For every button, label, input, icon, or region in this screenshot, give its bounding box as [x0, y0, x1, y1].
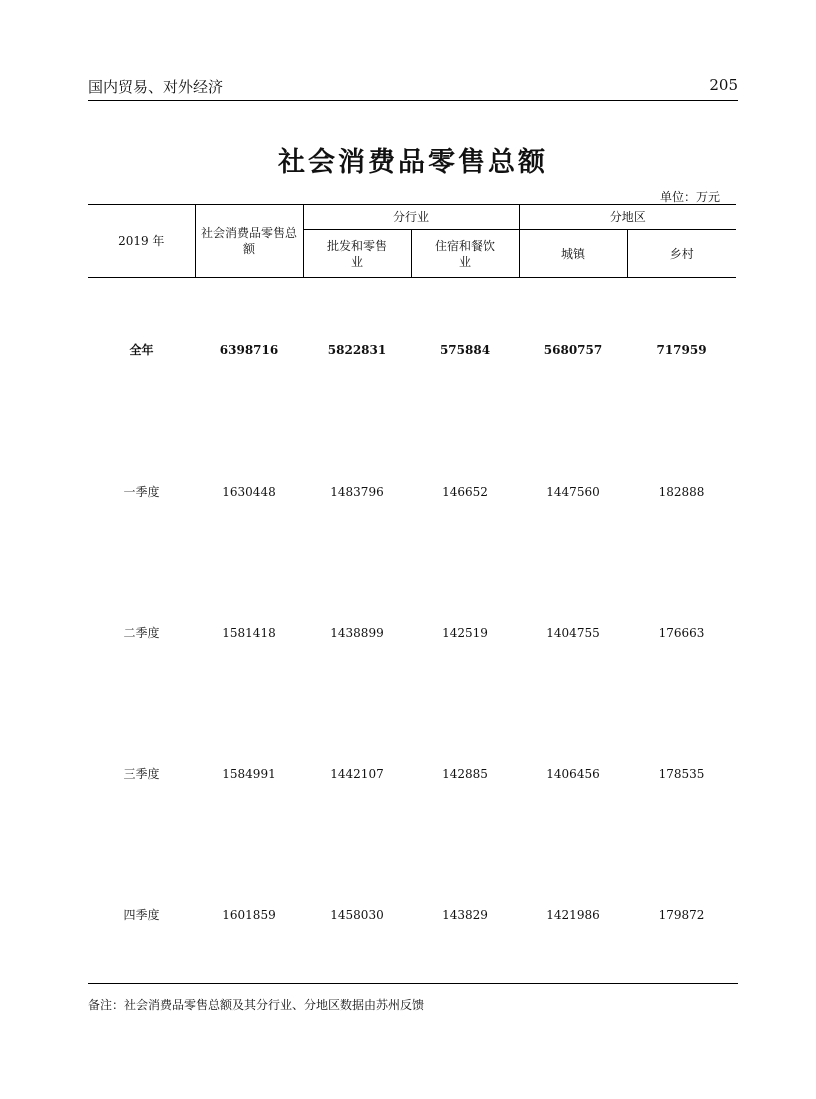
wholesale-header: [303, 230, 411, 278]
accommodation-header: [411, 230, 519, 278]
table-row: [88, 278, 736, 422]
accommodation-header-text: 住宿和餐饮业: [435, 238, 496, 269]
unit-label: 单位：万元: [659, 190, 720, 204]
wholesale-header-text: 批发和零售业: [327, 238, 388, 269]
cell-total: 1584991: [222, 766, 276, 781]
table-row: [88, 562, 736, 703]
cell-urban: 1406456: [546, 766, 600, 781]
stub-header: 2019 年: [88, 205, 195, 278]
section-title: 国内贸易、对外经济: [88, 78, 224, 96]
table-row: [88, 421, 736, 562]
table-title: 社会消费品零售总额: [278, 147, 548, 178]
group-header-industry: 分行业: [303, 205, 519, 230]
cell-wholesale: 1438899: [330, 625, 384, 640]
cell-accommodation: 146652: [442, 484, 488, 499]
cell-wholesale: 1442107: [330, 766, 384, 781]
cell-accommodation: 142519: [442, 625, 488, 640]
cell-wholesale: 1483796: [330, 484, 384, 499]
cell-urban: 1421986: [546, 907, 600, 922]
table-end-rule: [88, 983, 738, 984]
table-row: [88, 703, 736, 844]
urban-header: 城镇: [519, 230, 627, 278]
cell-rural: 182888: [658, 484, 705, 499]
retail-sales-table: [88, 204, 736, 985]
cell-urban: 1404755: [546, 625, 600, 640]
row-label: 二季度: [123, 626, 160, 640]
cell-urban: 5680757: [543, 342, 603, 357]
cell-wholesale: 1458030: [330, 907, 384, 922]
running-header: [88, 76, 738, 98]
row-label: 全年: [129, 343, 154, 357]
cell-total: 6398716: [219, 342, 279, 357]
row-label: 三季度: [123, 767, 160, 781]
page-number: 205: [709, 76, 738, 94]
total-header-text: 社会消费品零售总额: [201, 226, 298, 256]
cell-rural: 176663: [658, 625, 705, 640]
group-header-region: 分地区: [519, 205, 736, 230]
total-header: [195, 205, 303, 278]
footnote: 备注：社会消费品零售总额及其分行业、分地区数据由苏州反馈: [88, 998, 425, 1012]
cell-accommodation: 142885: [442, 766, 488, 781]
cell-rural: 717959: [656, 342, 707, 357]
table-row: [88, 844, 736, 985]
header-rule: [88, 100, 738, 101]
cell-total: 1630448: [222, 484, 276, 499]
rural-header: 乡村: [627, 230, 736, 278]
cell-rural: 178535: [658, 766, 705, 781]
cell-rural: 179872: [658, 907, 705, 922]
cell-wholesale: 5822831: [327, 342, 387, 357]
cell-total: 1601859: [222, 907, 276, 922]
row-label: 一季度: [123, 485, 160, 499]
cell-urban: 1447560: [546, 484, 600, 499]
cell-accommodation: 575884: [439, 342, 491, 357]
row-label: 四季度: [123, 908, 160, 922]
cell-accommodation: 143829: [442, 907, 488, 922]
cell-total: 1581418: [222, 625, 276, 640]
